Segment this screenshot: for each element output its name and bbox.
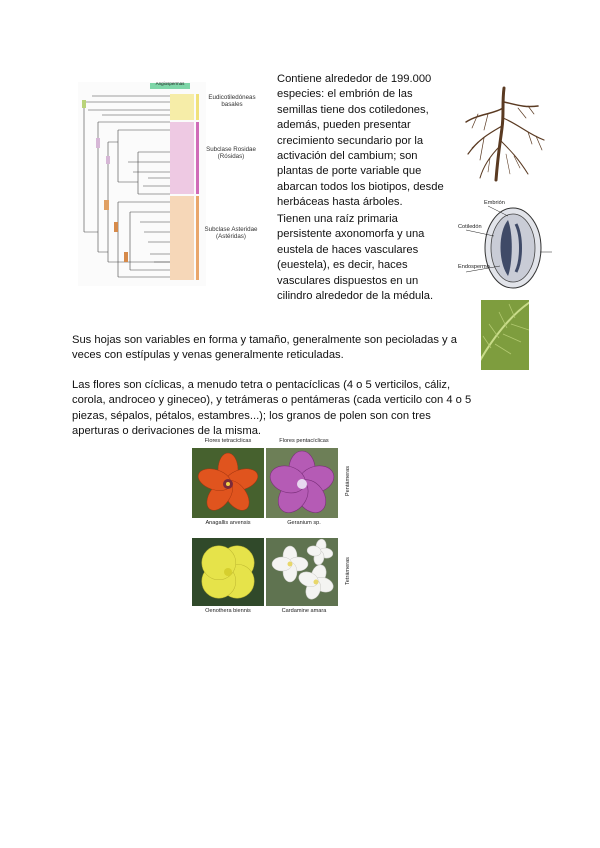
caption-cardamine: Cardamine amara <box>281 608 327 614</box>
seed-image <box>458 196 552 296</box>
seed-label-endosperm: Endospermo <box>458 264 490 270</box>
flower-col-left-label: Flores tetracíclicas <box>204 438 252 444</box>
intro-paragraph: Contiene alrededor de 199.000 especies: el embrión de las semillas tiene dos cotiledones, además, pueden presentar crecimiento secundario por la activación del cambium; son plantas de porte variable que abarcan todos los biotipos, desde herbáceas hasta árboles. <box>277 73 444 209</box>
row-label-pentameras: Pentámeras <box>345 465 351 497</box>
seed-label-cotyledon: Cotiledón <box>458 224 482 230</box>
clade-label-basal: Eudicotiledóneas basales <box>208 94 256 108</box>
group-bar-rosidae <box>196 122 199 194</box>
root-paragraph: Tienen una raíz primaria persistente axonomorfa y una eustela de haces vasculares (euestela), es decir, haces vasculares dispuestos en un cilindro alrededor de la médula. <box>277 213 434 303</box>
flower-photo-geranium <box>266 448 338 518</box>
phylogeny-figure <box>78 82 206 286</box>
phylogeny-tree <box>78 82 206 286</box>
flower-photo-oenothera <box>192 538 264 606</box>
leaf-image <box>481 300 529 370</box>
flower-photo-anagallis <box>192 448 264 518</box>
flower-col-right-label: Flores pentacíclicas <box>279 438 329 444</box>
clade-label-asteridae: Subclase Asteridae (Astéridas) <box>204 226 258 240</box>
root-drawing <box>458 84 552 184</box>
caption-oenothera: Oenothera biennis <box>205 608 251 614</box>
phylogeny-header-label: Angiospermas <box>155 81 185 86</box>
flowers-paragraph: Las flores son cíclicas, a menudo tetra o pentacíclicas (4 o 5 verticilos, cáliz, corola, androceo y gineceo), y tetrámeras o pentámeras (cada verticilo con 4 o 5 piezas, sépalos, pétalos, estambres...); los granos de polen son con tres aperturas o derivaciones de la misma. <box>72 379 472 438</box>
caption-anagallis: Anagallis arvensis <box>205 520 251 526</box>
flower-photo-cardamine <box>266 538 338 606</box>
row-label-tetrameras: Tetrámeras <box>345 557 351 585</box>
flower-figure <box>190 434 356 616</box>
seed-drawing <box>458 196 552 296</box>
species-labels <box>170 94 194 280</box>
root-image <box>458 84 552 184</box>
clade-label-rosidae: Subclase Rosidae (Rósidas) <box>206 146 256 160</box>
node-markers <box>82 100 128 262</box>
group-bar-basal <box>196 94 199 120</box>
tree-branches <box>84 96 170 277</box>
group-bar-asteridae <box>196 196 199 280</box>
caption-geranium: Geranium sp. <box>287 520 321 526</box>
leaves-paragraph: Sus hojas son variables en forma y tamaño, generalmente son pecioladas y a veces con estípulas y venas generalmente reticuladas. <box>72 334 457 362</box>
leaf-drawing <box>481 300 529 370</box>
seed-label-embryo: Embrión <box>484 200 505 206</box>
